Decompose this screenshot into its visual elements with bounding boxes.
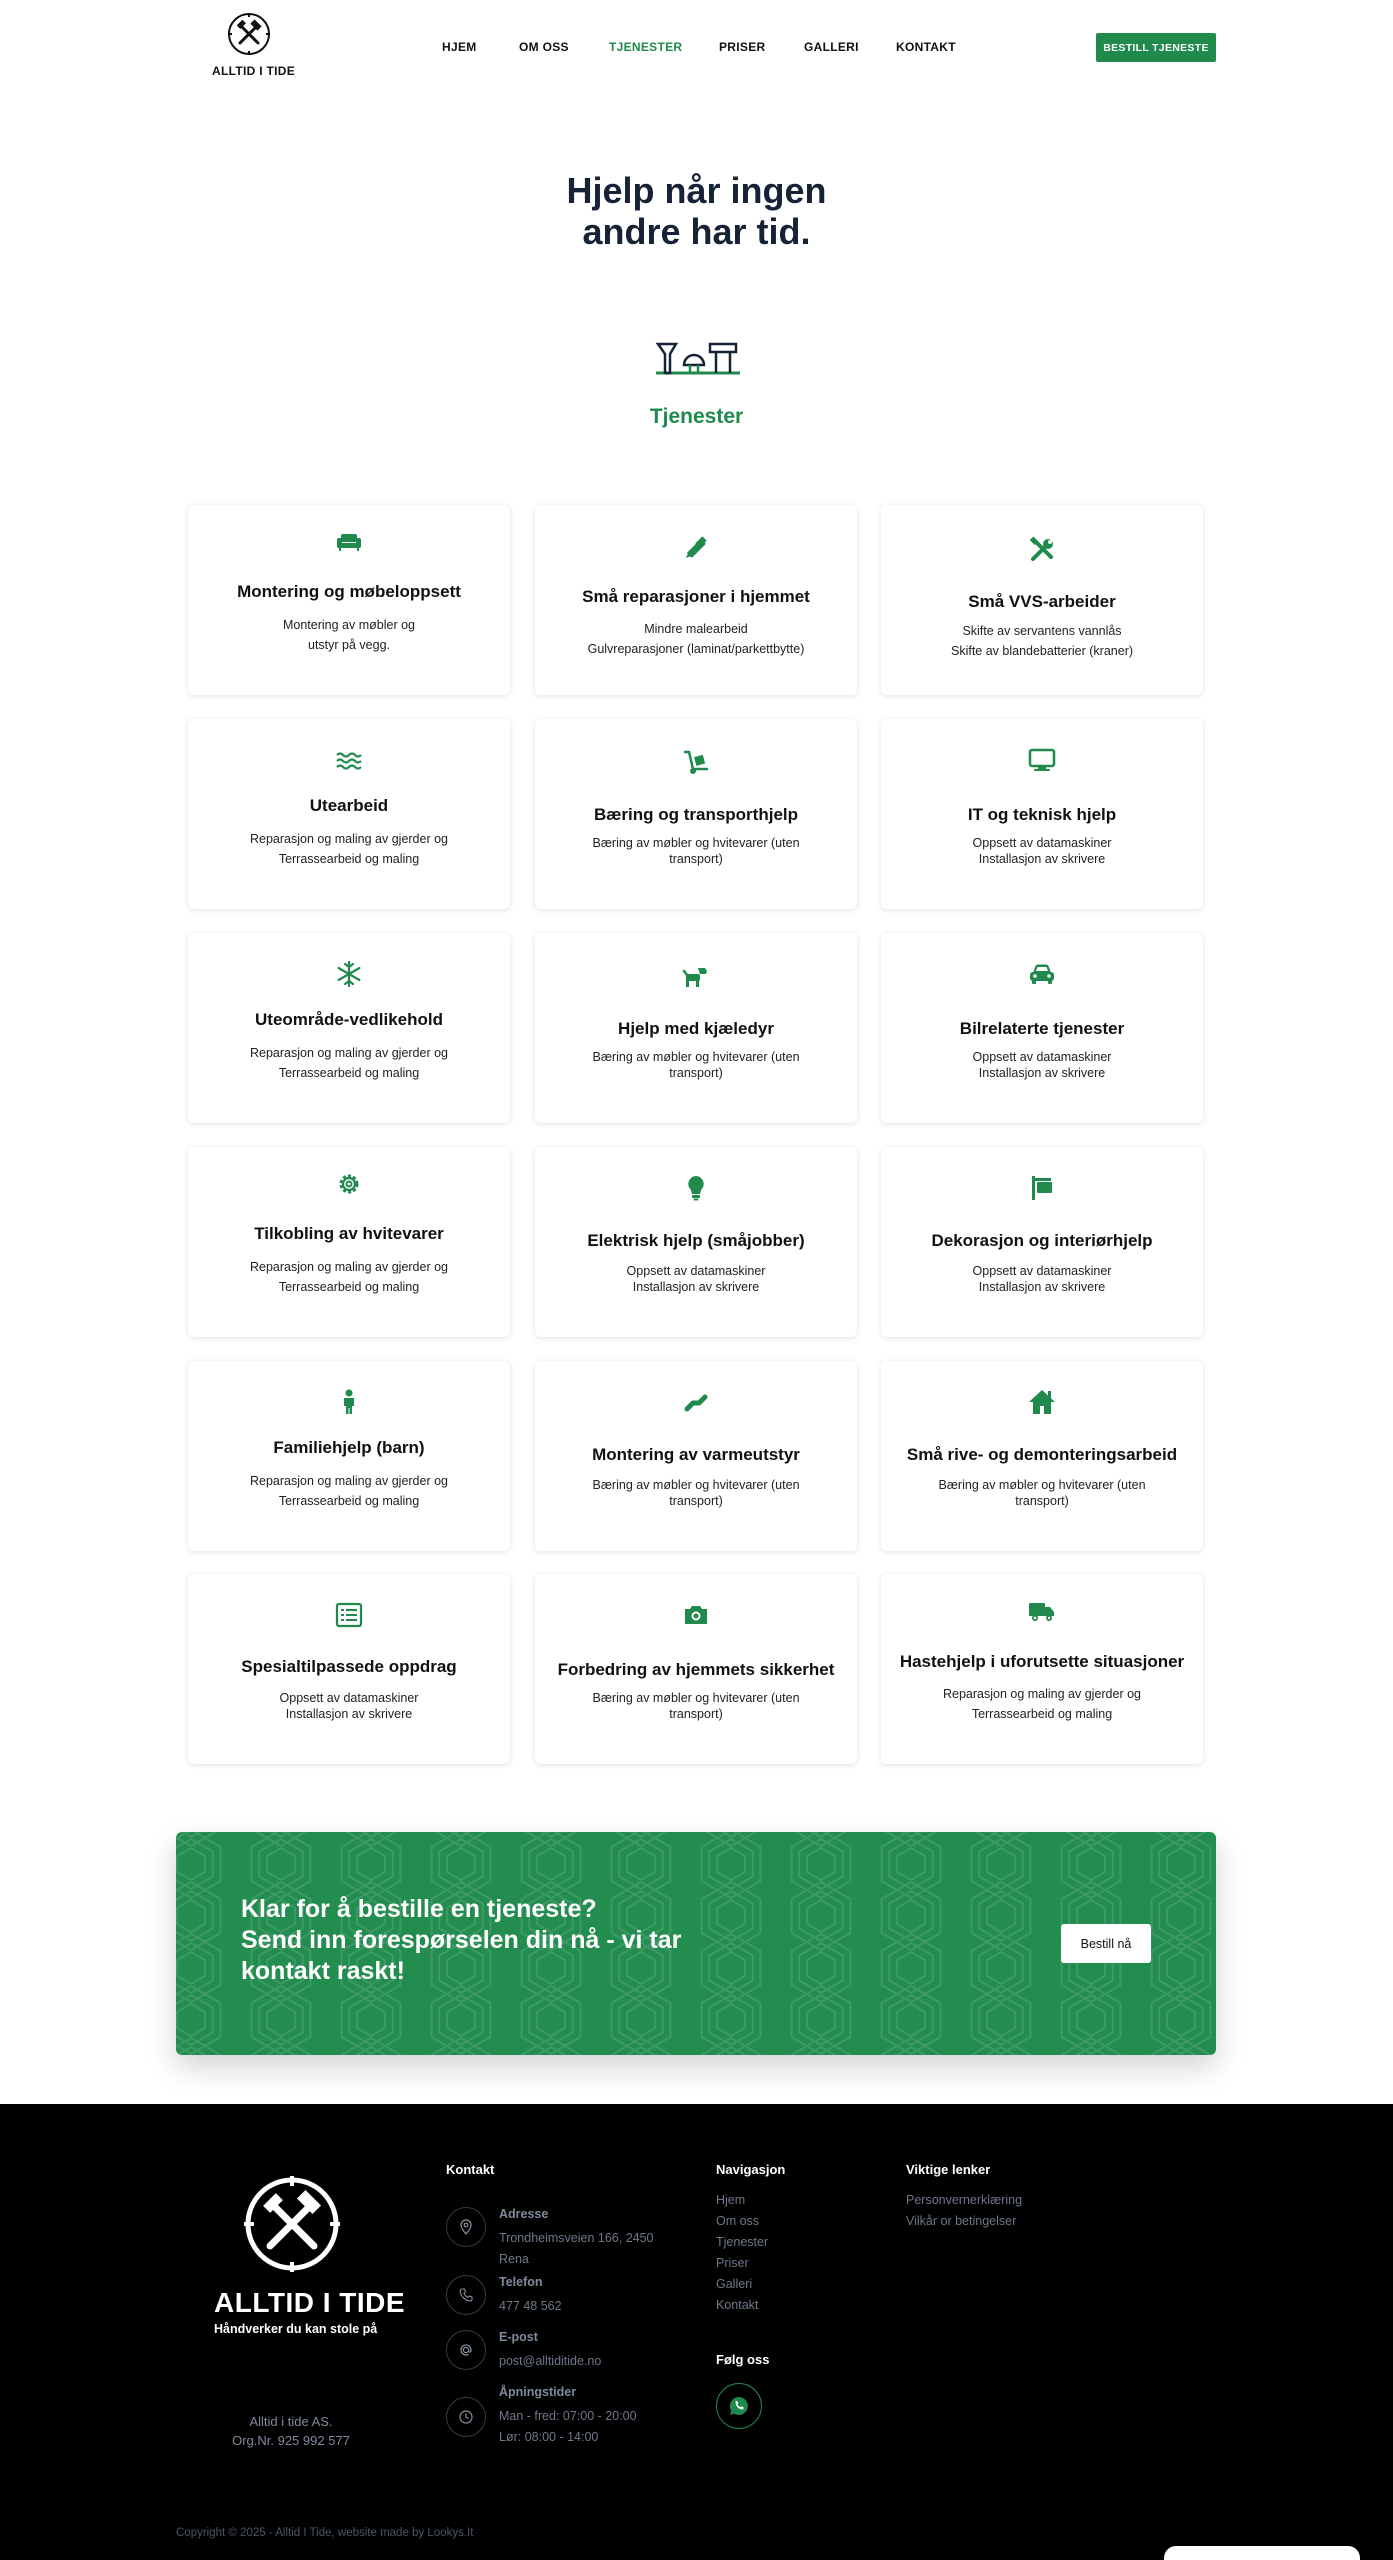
footer-company-info [190,2412,392,2450]
footer-logo[interactable] [214,2176,406,2336]
service-description [228,1471,470,1511]
service-description [575,1690,817,1722]
service-card[interactable] [188,719,510,909]
footer-link-galleri[interactable]: Galleri [716,2277,753,2291]
service-description [575,1049,817,1081]
service-description [575,1477,817,1509]
service-description-line: Terrassearbeid og maling [278,852,420,866]
service-card[interactable] [535,1361,857,1551]
order-now-button[interactable]: Bestill nå [1061,1924,1151,1963]
service-card[interactable] [188,1574,510,1764]
service-description-line: Installasjon av skrivere [285,1707,413,1721]
hours-value [499,2406,679,2448]
footer-link-kontakt[interactable]: Kontakt [716,2298,759,2312]
service-title: Familiehjelp (barn) [273,1438,425,1457]
important-links [906,2190,1022,2232]
service-description-line: transport) [1015,1494,1069,1508]
service-description-line: Terrassearbeid og maling [278,1280,420,1294]
banner-line-2: Send inn forespørselen din nå - vi tar [241,1926,682,1954]
service-description [228,1257,470,1297]
nav-item-om-oss[interactable]: OM OSS [519,40,569,54]
service-description-line: Bæring av møbler og hvitevarer (uten [592,836,800,850]
dog-icon [535,961,857,991]
service-description-line: Reparasjon og maling av gjerder og [249,832,449,846]
couch-icon [188,527,510,557]
service-description [921,1477,1163,1509]
car-icon [881,959,1203,989]
site-footer [0,2104,1393,2560]
org-number: Org.Nr. 925 992 577 [232,2433,350,2448]
at-icon [446,2330,486,2370]
banner-line-1: Klar for å bestille en tjeneste? [241,1895,597,1923]
service-description-line: Reparasjon og maling av gjerder og [249,1046,449,1060]
address-label: Adresse [499,2207,549,2221]
footer-tagline: Håndverker du kan stole på [214,2322,378,2336]
water-waves-icon [188,745,510,775]
service-title: Tilkobling av hvitevarer [254,1224,444,1243]
footer-nav-links [716,2190,768,2316]
lightbulb-icon [535,1173,857,1203]
pipe-icon [535,1387,857,1417]
service-title: Hjelp med kjæledyr [618,1019,774,1038]
house-icon [881,1387,1203,1417]
service-title: IT og teknisk hjelp [967,805,1117,824]
service-description-line: Mindre malearbeid [644,622,748,636]
terms-link[interactable]: Vilkår or betingelser [906,2214,1017,2228]
banner-text [241,1894,721,1987]
service-description [921,1049,1163,1081]
service-description-line: Oppsett av datamaskiner [626,1264,766,1278]
service-title: Små VVS-arbeider [968,592,1116,611]
hours-weekdays: Man - fred: 07:00 - 20:00 [499,2409,637,2423]
service-description [228,829,470,869]
service-title: Bilrelaterte tjenester [959,1019,1125,1038]
service-card[interactable] [535,719,857,909]
service-description-line: Oppsett av datamaskiner [279,1691,419,1705]
contact-heading: Kontakt [446,2162,495,2177]
gear-icon [188,1169,510,1199]
service-description-line: Bæring av møbler og hvitevarer (uten [592,1478,800,1492]
service-title: Spesialtilpassede oppdrag [241,1657,457,1676]
service-description-line: Oppsett av datamaskiner [972,1264,1112,1278]
hours-saturday: Lør: 08:00 - 14:00 [499,2430,599,2444]
site-logo[interactable] [212,12,296,78]
service-description [575,619,817,659]
snowflake-icon [188,959,510,989]
footer-brand: ALLTID I TIDE [214,2287,406,2318]
service-card[interactable] [188,1147,510,1337]
service-card[interactable] [535,505,857,695]
site-header [0,0,1393,96]
dolly-icon [535,747,857,777]
child-icon [188,1387,510,1417]
whatsapp-icon [728,2395,750,2417]
service-description-line: Reparasjon og maling av gjerder og [942,1687,1142,1701]
service-description [575,1263,817,1295]
tools-illustration-icon [652,340,744,376]
contact-email[interactable] [446,2330,686,2372]
service-description-line: Bæring av møbler og hvitevarer (uten [592,1691,800,1705]
service-description [921,835,1163,867]
service-description-line: transport) [669,1707,723,1721]
service-description [228,1043,470,1083]
service-title: Forbedring av hjemmets sikkerhet [557,1660,835,1679]
service-card[interactable] [881,505,1203,695]
service-description-line: Installasjon av skrivere [978,852,1106,866]
service-description [228,1690,470,1722]
service-card[interactable] [188,933,510,1123]
service-description-line: Reparasjon og maling av gjerder og [249,1474,449,1488]
sign-icon [881,1173,1203,1203]
service-description-line: Installasjon av skrivere [978,1280,1106,1294]
service-card[interactable] [535,1574,857,1764]
service-title: Hastehjelp i uforutsette situasjoner [899,1652,1185,1671]
service-description-line: Terrassearbeid og maling [278,1066,420,1080]
service-description-line: transport) [669,852,723,866]
hammer-wrench-logo-icon [244,2176,340,2272]
hours-label: Åpningstider [499,2385,577,2399]
service-description-line: Bæring av møbler og hvitevarer (uten [592,1050,800,1064]
camera-icon [535,1600,857,1630]
service-title: Små reparasjoner i hjemmet [582,587,810,606]
whatsapp-button[interactable] [716,2383,762,2429]
contact-phone[interactable] [446,2275,686,2317]
logo-wordmark: ALLTID I TIDE [212,64,296,78]
service-description-line: Bæring av møbler og hvitevarer (uten [938,1478,1146,1492]
service-description [921,1263,1163,1295]
service-description-line: utstyr på vegg. [308,638,390,652]
contact-hours [446,2385,686,2447]
service-description [921,621,1163,661]
list-icon [188,1600,510,1630]
location-pin-icon [446,2207,486,2247]
service-card[interactable] [881,933,1203,1123]
privacy-policy-link[interactable]: Personvernerklæring [906,2193,1023,2207]
nav-item-kontakt[interactable]: KONTAKT [896,40,956,54]
hero-title-line2: andre har tid. [582,211,811,252]
clock-icon [446,2397,486,2437]
service-description-line: Gulvreparasjoner (laminat/parkettbytte) [587,642,805,656]
pencil-ruler-icon [535,533,857,563]
service-card[interactable] [881,1574,1203,1764]
footer-link-priser[interactable]: Priser [716,2256,749,2270]
service-title: Utearbeid [309,796,389,815]
address-value: Trondheimsveien 166, 2450 Rena [499,2231,654,2266]
service-card[interactable] [188,505,510,695]
order-cta-banner [176,1832,1216,2055]
service-card[interactable] [188,1361,510,1551]
hammer-wrench-logo-icon [227,12,271,56]
important-links-heading: Viktige lenker [906,2162,991,2177]
footer-link-hjem[interactable]: Hjem [716,2193,746,2207]
service-title: Dekorasjon og interiørhjelp [931,1231,1153,1250]
hero-title-line1: Hjelp når ingen [566,170,827,211]
service-card[interactable] [881,1361,1203,1551]
service-card[interactable] [881,719,1203,909]
navigation-heading: Navigasjon [716,2162,786,2177]
computer-icon [881,745,1203,775]
service-title: Bæring og transporthjelp [594,805,798,824]
service-description-line: Installasjon av skrivere [632,1280,760,1294]
email-value[interactable]: post@alltiditide.no [499,2354,602,2368]
section-label-services: Tjenester [649,405,744,428]
banner-line-3: kontakt raskt! [241,1957,405,1985]
contact-address [446,2207,686,2266]
nav-item-hjem[interactable]: HJEM [442,40,477,54]
service-card[interactable] [535,933,857,1123]
copyright-text: Copyright © 2025 - Alltid I Tide, website made by Lookys.It [176,2527,474,2539]
service-description-line: Skifte av blandebatterier (kraner) [950,644,1134,658]
tools-icon [881,535,1203,565]
email-label: E-post [499,2330,538,2344]
company-name: Alltid i tide AS. [249,2414,333,2429]
service-title: Montering av varmeutstyr [592,1445,800,1464]
phone-icon [446,2275,486,2315]
service-description-line: Skifte av servantens vannlås [962,624,1122,638]
service-description-line: Reparasjon og maling av gjerder og [249,1260,449,1274]
hero-title [0,170,1393,252]
nav-item-priser[interactable]: PRISER [719,40,766,54]
phone-value[interactable]: 477 48 562 [499,2299,562,2313]
service-description [228,615,470,655]
nav-item-galleri[interactable]: GALLERI [804,40,859,54]
service-description-line: Terrassearbeid og maling [278,1494,420,1508]
service-card[interactable] [881,1147,1203,1337]
service-description-line: Montering av møbler og [282,618,415,632]
service-description-line: Oppsett av datamaskiner [972,836,1112,850]
service-title: Montering og møbeloppsett [237,582,461,601]
service-title: Små rive- og demonteringsarbeid [906,1445,1178,1464]
order-service-button[interactable]: BESTILL TJENESTE [1096,33,1216,62]
chat-widget-tab[interactable] [1164,2546,1360,2560]
service-description-line: transport) [669,1066,723,1080]
truck-icon [881,1596,1203,1626]
service-description [921,1684,1163,1724]
service-description-line: Oppsett av datamaskiner [972,1050,1112,1064]
service-description-line: Installasjon av skrivere [978,1066,1106,1080]
service-description-line: Terrassearbeid og maling [971,1707,1113,1721]
phone-label: Telefon [499,2275,543,2289]
service-card[interactable] [535,1147,857,1337]
follow-heading: Følg oss [716,2352,770,2367]
service-description-line: transport) [669,1494,723,1508]
service-description [575,835,817,867]
service-title: Elektrisk hjelp (småjobber) [587,1231,805,1250]
nav-item-tjenester[interactable]: TJENESTER [609,40,683,54]
footer-link-om-oss[interactable]: Om oss [716,2214,760,2228]
service-title: Uteområde-vedlikehold [255,1010,443,1029]
footer-link-tjenester[interactable]: Tjenester [716,2235,769,2249]
